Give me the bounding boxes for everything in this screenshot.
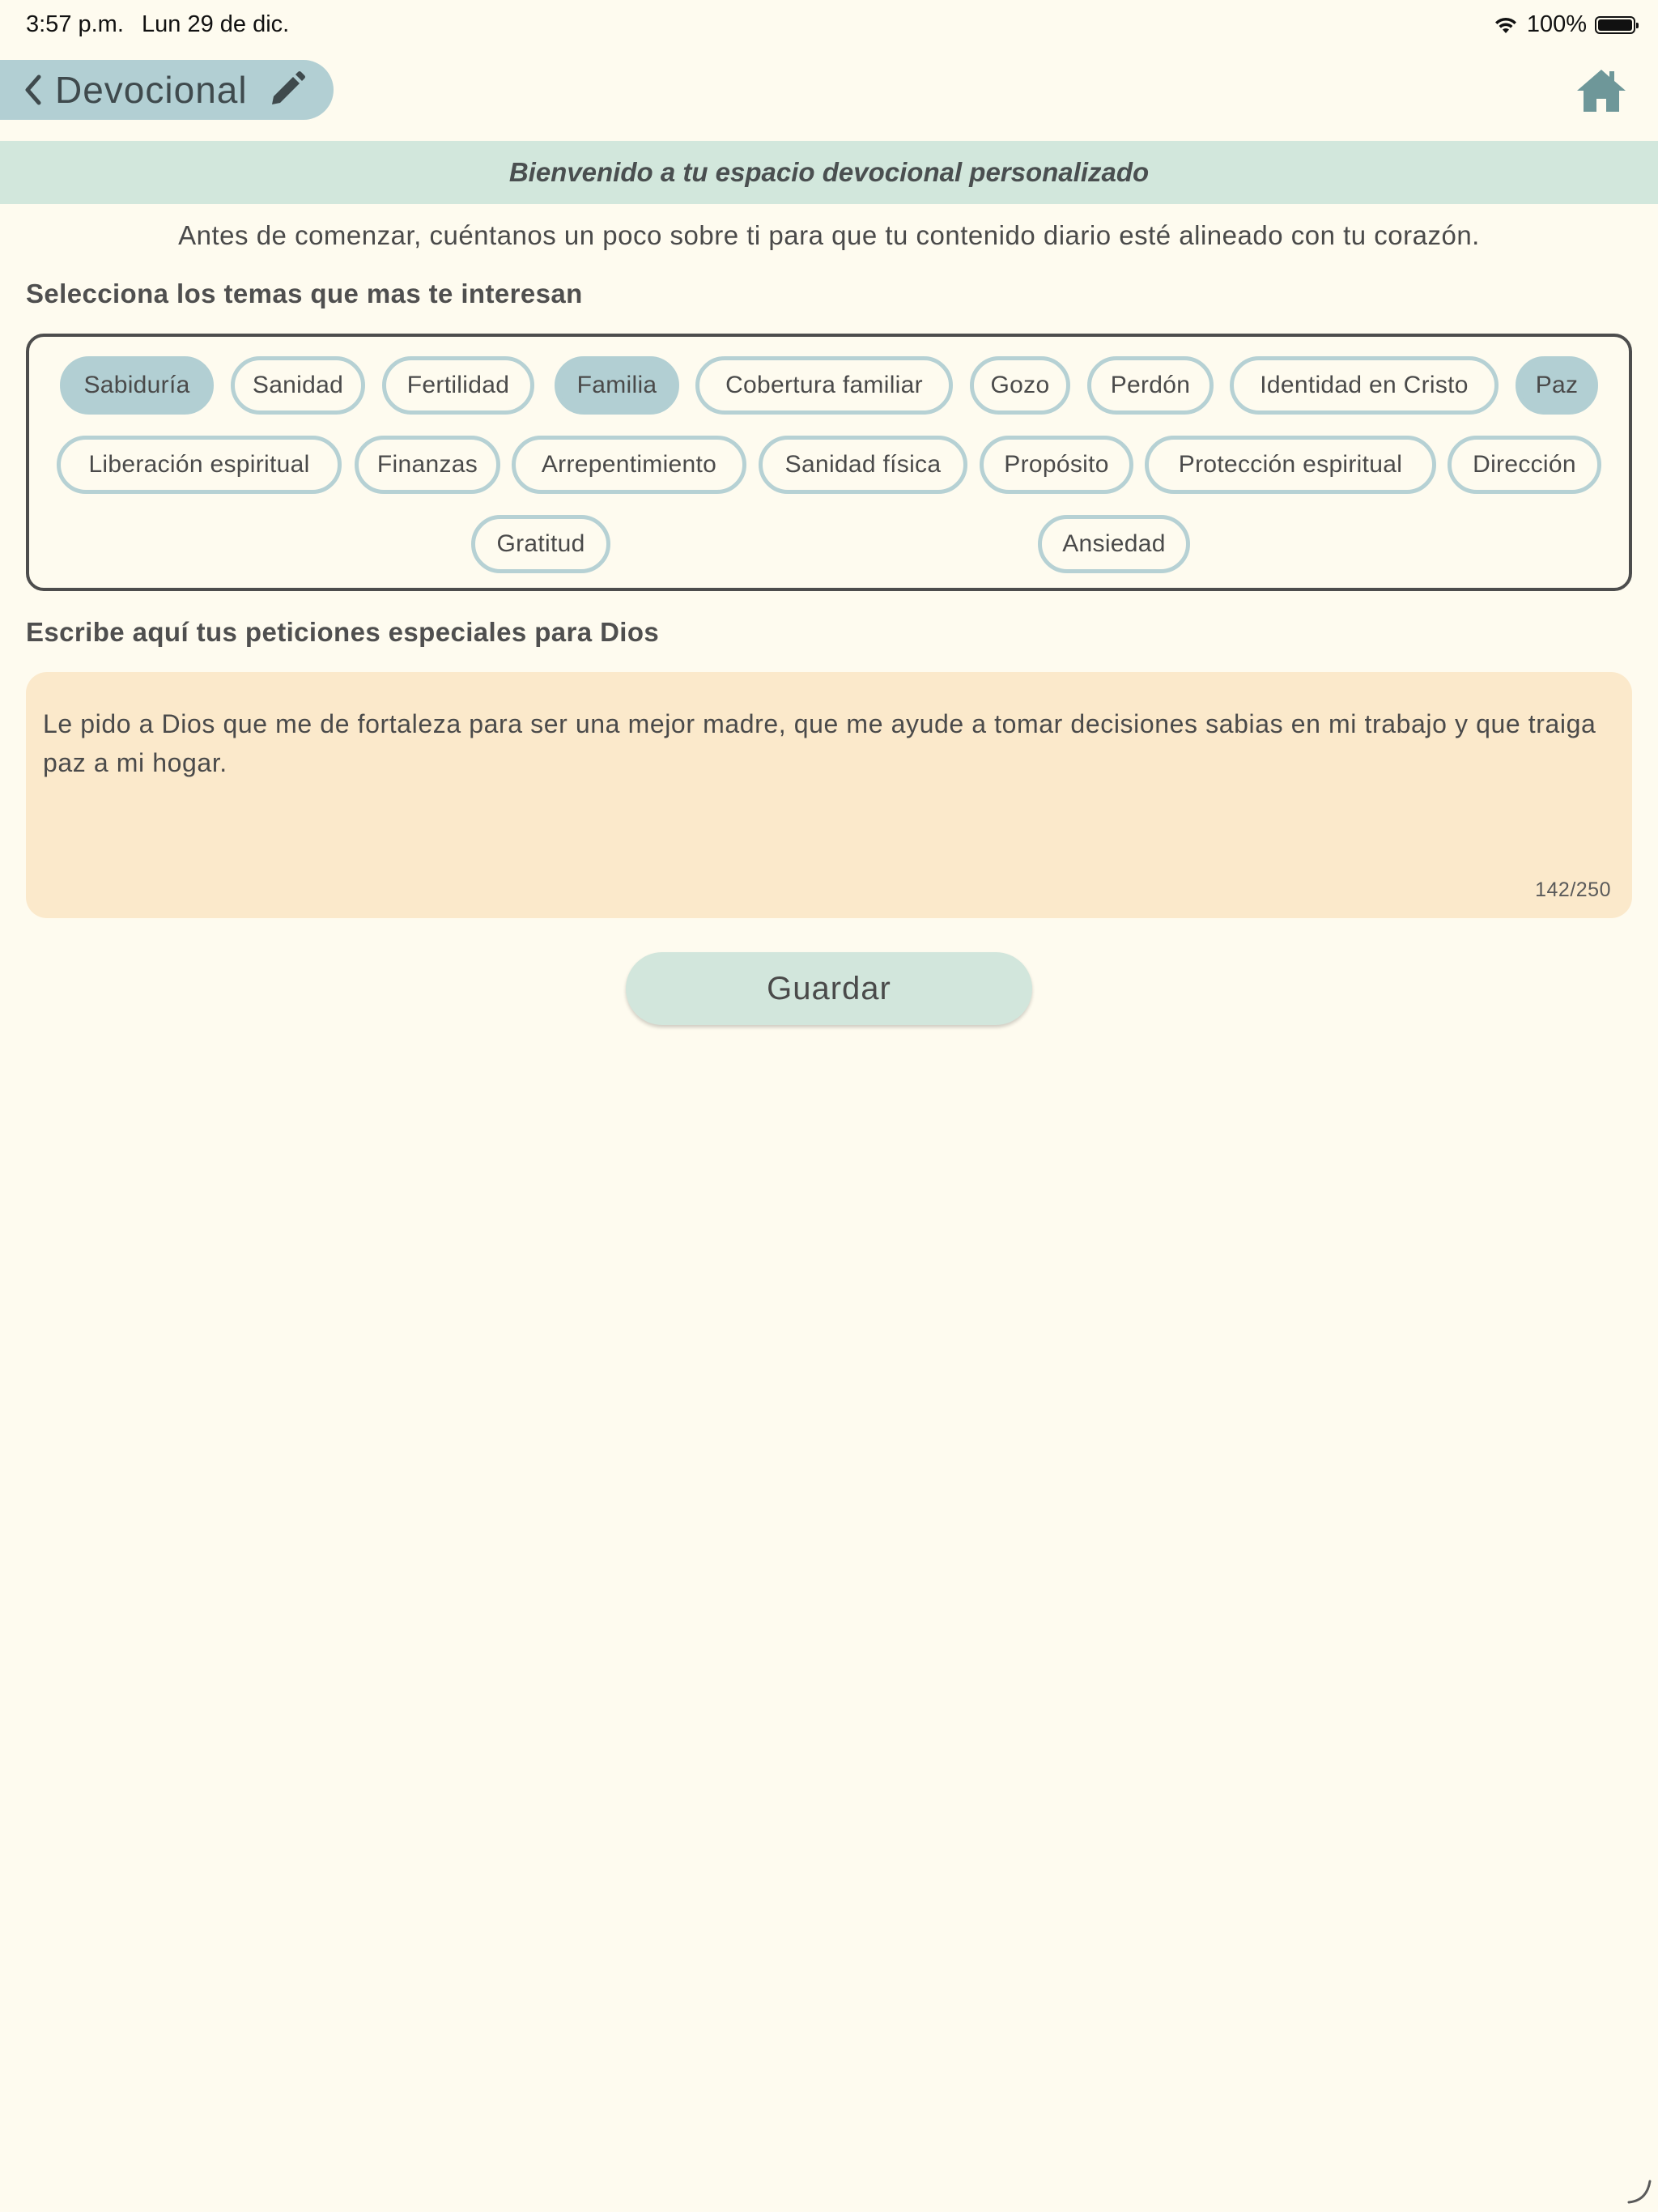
topic-chip[interactable]: Sabiduría [60, 356, 214, 415]
topic-chip[interactable]: Identidad en Cristo [1230, 356, 1499, 415]
topic-chip[interactable]: Liberación espiritual [57, 436, 342, 494]
save-button[interactable]: Guardar [626, 952, 1032, 1025]
status-date: Lun 29 de dic. [142, 11, 290, 37]
welcome-text: Bienvenido a tu espacio devocional personalizado [508, 157, 1150, 187]
topic-chip[interactable]: Arrepentimiento [512, 436, 746, 494]
character-counter: 142/250 [1535, 878, 1611, 901]
topic-chip[interactable]: Sanidad [231, 356, 365, 415]
status-indicators [1493, 11, 1635, 38]
petitions-label: Escribe aquí tus peticiones especiales para Dios [26, 617, 660, 647]
topic-chip[interactable]: Ansiedad [1038, 515, 1190, 573]
back-button[interactable] [0, 60, 334, 120]
resize-handle-icon[interactable] [1626, 2178, 1653, 2206]
battery-icon [1595, 16, 1635, 34]
petitions-text: Le pido a Dios que me de fortaleza para ser una mejor madre, que me ayude a tomar decisiones sabias en mi trabajo y que traiga paz a mi hogar. [43, 709, 1596, 777]
topic-chip[interactable]: Gozo [970, 356, 1070, 415]
topic-chip[interactable]: Perdón [1087, 356, 1214, 415]
topic-chip[interactable]: Fertilidad [382, 356, 534, 415]
intro-text: Antes de comenzar, cuéntanos un poco sobre ti para que tu contenido diario esté alineado con tu corazón. [178, 220, 1480, 250]
topic-chip[interactable]: Dirección [1448, 436, 1601, 494]
chevron-left-icon [21, 74, 44, 106]
topic-chip[interactable]: Gratitud [471, 515, 610, 573]
topic-chip[interactable]: Propósito [980, 436, 1133, 494]
topic-chip[interactable]: Cobertura familiar [695, 356, 953, 415]
topic-chip[interactable]: Protección espiritual [1145, 436, 1436, 494]
topic-chip[interactable]: Finanzas [355, 436, 500, 494]
petitions-textarea[interactable] [26, 672, 1632, 918]
wifi-icon [1493, 15, 1519, 35]
status-time: 3:57 p.m. [26, 11, 124, 37]
battery-percent: 100% [1526, 11, 1587, 37]
topics-container [26, 334, 1632, 591]
page-title: Devocional [55, 69, 248, 111]
topics-label: Selecciona los temas que mas te interesan [26, 279, 583, 308]
topic-chip[interactable]: Paz [1516, 356, 1598, 415]
home-icon[interactable] [1575, 65, 1627, 117]
welcome-banner [0, 141, 1658, 204]
topic-chip[interactable]: Familia [555, 356, 679, 415]
status-bar [0, 0, 1658, 52]
pencil-icon[interactable] [267, 70, 306, 109]
topic-chip[interactable]: Sanidad física [759, 436, 967, 494]
